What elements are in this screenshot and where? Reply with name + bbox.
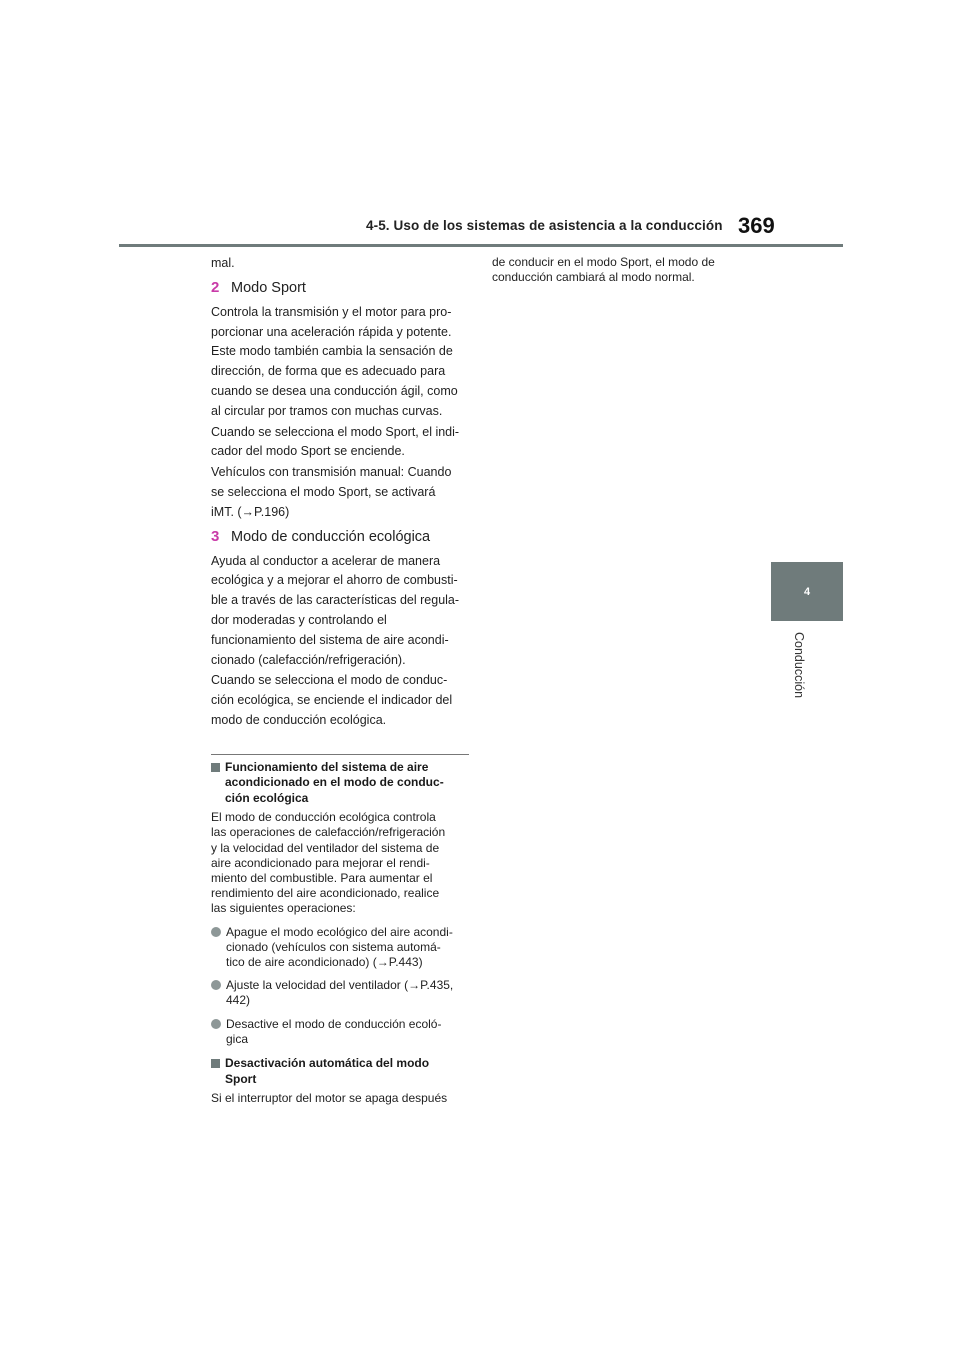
- section-number: 2: [211, 278, 220, 296]
- circle-bullet-icon: [211, 1019, 221, 1029]
- section-heading-modo-eco: [211, 526, 469, 548]
- list-item: Ajuste la velocidad del ventilador (→P.435, 442): [211, 978, 469, 1008]
- chapter-number: 4: [803, 585, 811, 598]
- page-number: 369: [738, 213, 775, 238]
- section-title: Modo de conducción ecológica: [231, 528, 431, 545]
- right-column: [492, 255, 752, 285]
- note-divider: [211, 754, 469, 755]
- circle-bullet-icon: [211, 980, 221, 990]
- paragraph: Cuando se selecciona el modo Sport, el indi- cador del modo Sport se enciende.: [211, 424, 460, 459]
- paragraph: Ayuda al conductor a acelerar de manera ecológica y a mejorar el ahorro de combusti- ble a través de las características del regula- dor moderadas y controlando el funcionamiento del sistema de aire acondi- cionado (calefacción/refrigeración).: [211, 553, 460, 667]
- chapter-tab: [771, 562, 843, 621]
- chapter-name: Conducción: [792, 632, 806, 699]
- square-bullet-icon: [211, 763, 220, 772]
- note-title-aire-acondicionado: Funcionamiento del sistema de aire acondicionado en el modo de conduc- ción ecológica: [211, 760, 469, 807]
- note-title-desactivacion-sport: Desactivación automática del modo Sport: [211, 1056, 469, 1087]
- circle-bullet-icon: [211, 927, 221, 937]
- page-reference: iMT. (→P.196): [211, 504, 290, 519]
- note-body: El modo de conducción ecológica controla las operaciones de calefacción/refrigeración y la velocidad del ventilador del sistema de aire acondicionado para mejorar el rendi- miento del combustible. Para aumentar el rendimiento del aire acondicionado, realice las siguientes operaciones:: [211, 810, 446, 916]
- section-heading-modo-sport: [211, 277, 469, 299]
- left-column: [211, 254, 469, 1106]
- note-body: Si el interruptor del motor se apaga después: [211, 1091, 448, 1106]
- section-title: Modo Sport: [231, 279, 306, 296]
- square-bullet-icon: [211, 1059, 220, 1068]
- paragraph: Vehículos con transmisión manual: Cuando se selecciona el modo Sport, se activará iMT. (→P.196): [211, 463, 469, 522]
- note-body-continued: de conducir en el modo Sport, el modo de conducción cambiará al modo normal.: [492, 255, 715, 285]
- list-item: Apague el modo ecológico del aire acondi- cionado (vehículos con sistema automá- tico de aire acondicionado) (→P.443): [211, 925, 469, 971]
- paragraph: Cuando se selecciona el modo de conduc- ción ecológica, se enciende el indicador del modo de conducción ecológica.: [211, 673, 453, 727]
- section-header-title: 4-5. Uso de los sistemas de asistencia a la conducción: [366, 218, 723, 233]
- section-number: 3: [211, 527, 220, 545]
- intro-line: mal.: [211, 256, 235, 270]
- list-item: Desactive el modo de conducción ecoló- gica: [211, 1017, 469, 1047]
- header-rule: [119, 244, 843, 247]
- paragraph: Controla la transmisión y el motor para pro- porcionar una aceleración rápida y potente. Este modo también cambia la sensación de dirección, de forma que es adecuado para cuando se desea una conducción ágil, como al circular por tramos con muchas curvas.: [211, 304, 458, 418]
